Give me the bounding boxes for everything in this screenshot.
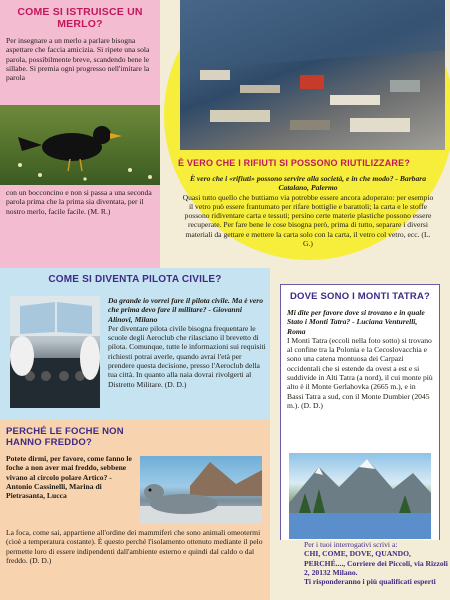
contact-address: CHI, COME, DOVE, QUANDO, PERCHÉ...., Corriere dei Piccoli, via Rizzoli 2, 20132 Milano. (304, 549, 448, 577)
reader-question-foche: Potete dirmi, per favore, come fanno le foche a non aver mai freddo, sebbene vivano al circolo polare Artico? - Antonio Cassinelli, Marina di Pietrasanta, Lucca (6, 454, 132, 501)
article-text-pilota (108, 296, 266, 389)
reader-question-rifiuti: È vero che i «rifiuti» possono servire alla società, e in che modo? - Barbara Catalano, Palermo (189, 174, 427, 193)
answer-tatra: I Monti Tatra (eccoli nella foto sotto) si trovano al confine tra la Polonia e la Cecoslovacchia e sono una catena montuosa dei Carpazi occidentali che si estende da ovest a est e si suddivide in Alti Tatra (a nord), il cui monte più alto è il Monte Gerlahovka (2665 m.), e in Bassi Tatra a sud, con il Monte Dumbier (2045 m.). (D. D.) (287, 335, 433, 410)
contact-box (280, 540, 450, 600)
tatra-mountains-photo (289, 453, 431, 539)
article-title-rifiuti: È VERO CHE I RIFIUTI SI POSSONO RIUTILIZZARE? (178, 158, 411, 168)
article-text-rifiuti (182, 174, 434, 248)
reader-question-pilota: Da grande io vorrei fare il pilota civile. Ma è vero che prima devo fare il militare? - Giovanni Alinovi, Milano (108, 296, 264, 324)
article-title-pilota: COME SI DIVENTA PILOTA CIVILE? (48, 274, 222, 285)
article-merlo (0, 0, 160, 268)
cockpit-photo (10, 296, 100, 408)
article-title-merlo: COME SI ISTRUISCE UN MERLO? (17, 6, 143, 30)
article-rifiuti (160, 0, 450, 268)
answer-rifiuti: Quasi tutto quello che buttiamo via potrebbe essere ancora adoperato: per esempio il vetro può essere frantumato per rifare bottiglie e barattoli; la carta e le stoffe possono ridiventare carta e tessuti; persino certe materie plastiche possono essere recuperate. Per fare bene le cose bisogna però, prima di tutto, separare i diversi materiali da gettare e mettere la carta solo con la carta, il vetro col vetro, ecc. (L. G.) (182, 192, 434, 249)
article-pilota (0, 268, 270, 420)
answer-foche: La foca, come sai, appartiene all'ordine dei mammiferi che sono animali omeotermi (cioè a temperatura costante). È questo perché l'isolamento ottenuto mediante il pelo permette loro di essere indipendenti dall'ambiente esterno e quindi dal caldo o dal freddo. (D. D.) (6, 528, 263, 565)
seal-photo (140, 456, 262, 524)
article-title-foche: PERCHÉ LE FOCHE NON HANNO FREDDO? (6, 426, 124, 448)
waste-photo (180, 0, 445, 150)
contact-line-1: Per i tuoi interrogativi scrivi a: (304, 540, 398, 549)
contact-text (304, 540, 450, 586)
article-body-merlo-1: Per insegnare a un merlo a parlare bisogna aspettare che faccia amicizia. Si ripete una sola parola, possibilmente breve, scandendo bene le sillabe. Si premia ogni progresso nell'imitare la parola (6, 36, 150, 83)
article-tatra (280, 284, 440, 548)
article-body-merlo-2: con un bocconcino e non si passa a una seconda parola prima che la prima sia diventata, per il nostro merlo, facile facile. (M. R.) (6, 188, 152, 216)
article-title-tatra: DOVE SONO I MONTI TATRA? (289, 291, 431, 302)
answer-pilota: Per diventare pilota civile bisogna frequentare le scuole degli Aeroclub che rilasciano il brevetto di pilota. Comunque, tutte le informazioni sui requisiti richiesti potrai averle, quando avrai l'età per prendere questa decisione, presso l'Aeroclub della tua città. In quanto alla naia dovrai rivolgerti al Distretto Militare. (D. D.) (108, 323, 266, 389)
contact-line-3: Ti risponderanno i più qualificati esperti (304, 577, 436, 587)
article-text-tatra (281, 302, 439, 410)
reader-question-tatra: Mi dite per favore dove si trovano e in quale Stato i Monti Tatra? - Luciana Venturelli, Roma (287, 308, 425, 336)
blackbird-photo (0, 105, 160, 185)
article-foche (0, 420, 270, 600)
